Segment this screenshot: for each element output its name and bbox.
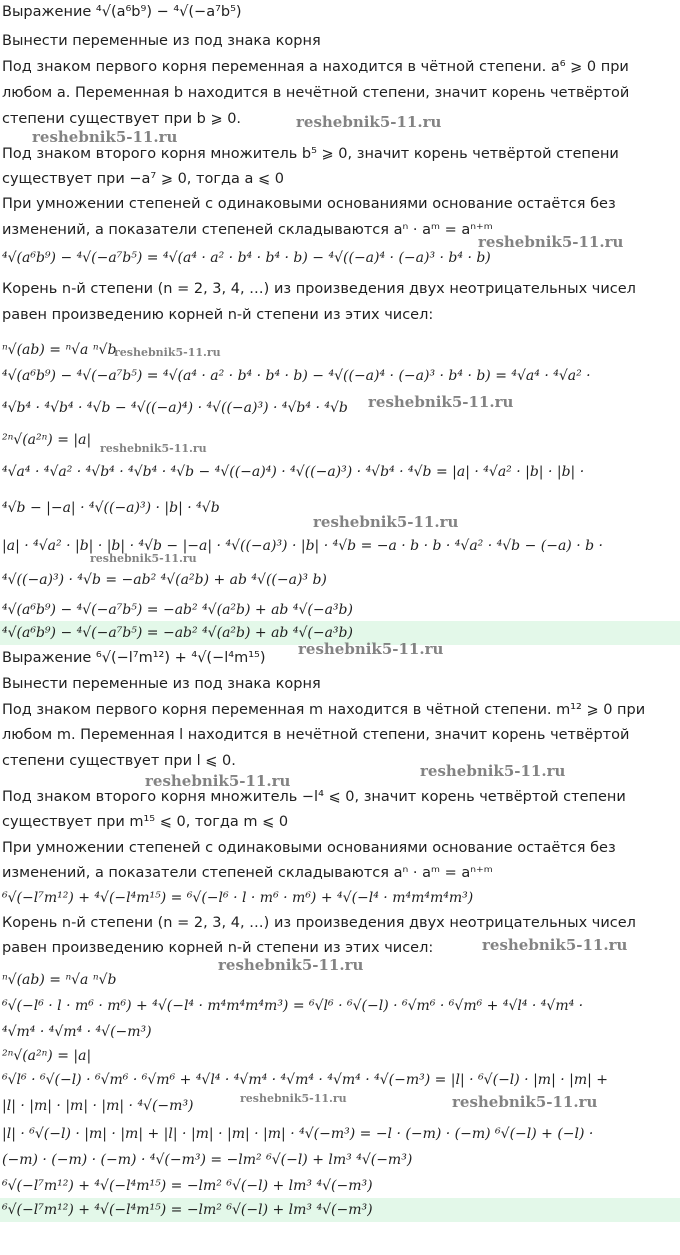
watermark: reshebnik5-11.ru [100,442,207,455]
watermark: reshebnik5-11.ru [218,956,364,974]
text-line: любом m. Переменная l находится в нечётной степени, значит корень четвёртой [2,727,630,743]
watermark: reshebnik5-11.ru [313,513,459,531]
rule-text: При умножении степеней с одинаковыми основаниями основание остаётся без [2,840,616,856]
math-line: ⁿ√(ab) = ⁿ√a ⁿ√b [2,972,117,988]
expression-heading-1: Выражение ⁴√(a⁶b⁹) − ⁴√(−a⁷b⁵) [2,4,242,20]
text-line: существует при −a⁷ ⩾ 0, тогда a ⩽ 0 [2,171,284,187]
math-line: ⁿ√(ab) = ⁿ√a ⁿ√b [2,342,117,358]
math-line: |a| · ⁴√a² · |b| · |b| · ⁴√b − |−a| · ⁴√((−a)³) · |b| · ⁴√b = −a · b · b · ⁴√a² · ⁴√b − (−a) · b · [2,538,603,554]
math-line: ⁶√(−l⁷m¹²) + ⁴√(−l⁴m¹⁵) = ⁶√(−l⁶ · l · m⁶ · m⁶) + ⁴√(−l⁴ · m⁴m⁴m⁴m³) [2,890,474,906]
text-line: любом a. Переменная b находится в нечётной степени, значит корень четвёртой [2,85,630,101]
rule-text: Корень n-й степени (n = 2, 3, 4, …) из произведения двух неотрицательных чисел [2,915,636,931]
math-line: ²ⁿ√(a²ⁿ) = |a| [2,432,92,448]
math-line: ⁴√m⁴ · ⁴√m⁴ · ⁴√(−m³) [2,1024,152,1040]
rule-text: изменений, а показатели степеней складываются aⁿ · aᵐ = aⁿ⁺ᵐ [2,865,493,881]
watermark: reshebnik5-11.ru [32,128,178,146]
math-line: (−m) · (−m) · (−m) · ⁴√(−m³) = −lm² ⁶√(−l) + lm³ ⁴√(−m³) [2,1152,413,1168]
text-line: Под знаком первого корня переменная a находится в чётной степени. a⁶ ⩾ 0 при [2,59,629,75]
math-line: ⁶√(−l⁶ · l · m⁶ · m⁶) + ⁴√(−l⁴ · m⁴m⁴m⁴m³) = ⁶√l⁶ · ⁶√(−l) · ⁶√m⁶ · ⁶√m⁶ + ⁴√l⁴ · ⁴√m⁴ · [2,998,584,1014]
rule-text: При умножении степеней с одинаковыми основаниями основание остаётся без [2,196,616,212]
rule-text: равен произведению корней n-й степени из этих чисел: [2,940,434,956]
watermark: reshebnik5-11.ru [296,113,442,131]
math-line: |l| · |m| · |m| · |m| · ⁴√(−m³) [2,1098,194,1114]
watermark: reshebnik5-11.ru [90,552,197,565]
rule-text: равен произведению корней n-й степени из этих чисел: [2,307,434,323]
watermark: reshebnik5-11.ru [145,772,291,790]
watermark: reshebnik5-11.ru [368,393,514,411]
watermark: reshebnik5-11.ru [420,762,566,780]
watermark: reshebnik5-11.ru [478,233,624,251]
text-line: Под знаком второго корня множитель b⁵ ⩾ 0, значит корень четвёртой степени [2,146,619,162]
text-line: существует при m¹⁵ ⩽ 0, тогда m ⩽ 0 [2,814,289,830]
watermark: reshebnik5-11.ru [114,346,221,359]
watermark: reshebnik5-11.ru [298,640,444,658]
math-line: |l| · ⁶√(−l) · |m| · |m| + |l| · |m| · |m| · |m| · ⁴√(−m³) = −l · (−m) · (−m) ⁶√(−l) + (−l) · [2,1126,594,1142]
rule-text: изменений, а показатели степеней складываются aⁿ · aᵐ = aⁿ⁺ᵐ [2,222,493,238]
text-line: степени существует при l ⩽ 0. [2,753,236,769]
text-line: степени существует при b ⩾ 0. [2,111,242,127]
math-line: ⁴√((−a)³) · ⁴√b = −ab² ⁴√(a²b) + ab ⁴√((−a)³ b) [2,572,327,588]
math-line: ⁴√(a⁶b⁹) − ⁴√(−a⁷b⁵) = −ab² ⁴√(a²b) + ab ⁴√(−a³b) [2,602,353,618]
math-line: ⁴√b − |−a| · ⁴√((−a)³) · |b| · ⁴√b [2,500,220,516]
watermark: reshebnik5-11.ru [452,1093,598,1111]
watermark: reshebnik5-11.ru [482,936,628,954]
watermark: reshebnik5-11.ru [240,1092,347,1105]
instruction-1: Вынести переменные из под знака корня [2,33,321,49]
rule-text: Корень n-й степени (n = 2, 3, 4, …) из произведения двух неотрицательных чисел [2,281,636,297]
math-line: ⁴√(a⁶b⁹) − ⁴√(−a⁷b⁵) = ⁴√(a⁴ · a² · b⁴ · b⁴ · b) − ⁴√((−a)⁴ · (−a)³ · b⁴ · b) [2,250,491,266]
text-line: Под знаком второго корня множитель −l⁴ ⩽ 0, значит корень четвёртой степени [2,789,626,805]
math-line: ⁴√(a⁶b⁹) − ⁴√(−a⁷b⁵) = ⁴√(a⁴ · a² · b⁴ · b⁴ · b) − ⁴√((−a)⁴ · (−a)³ · b⁴ · b) = ⁴√a⁴ · ⁴√a² · [2,368,591,384]
math-line: ⁴√b⁴ · ⁴√b⁴ · ⁴√b − ⁴√((−a)⁴) · ⁴√((−a)³) · ⁴√b⁴ · ⁴√b [2,400,348,416]
text-line: Под знаком первого корня переменная m находится в чётной степени. m¹² ⩾ 0 при [2,702,646,718]
answer-highlight-2: ⁶√(−l⁷m¹²) + ⁴√(−l⁴m¹⁵) = −lm² ⁶√(−l) + lm³ ⁴√(−m³) [0,1198,680,1222]
math-line: ⁶√(−l⁷m¹²) + ⁴√(−l⁴m¹⁵) = −lm² ⁶√(−l) + lm³ ⁴√(−m³) [2,1178,373,1194]
math-line: ⁶√l⁶ · ⁶√(−l) · ⁶√m⁶ · ⁶√m⁶ + ⁴√l⁴ · ⁴√m⁴ · ⁴√m⁴ · ⁴√m⁴ · ⁴√(−m³) = |l| · ⁶√(−l) · |m| · |m| + [2,1072,609,1088]
math-line: ²ⁿ√(a²ⁿ) = |a| [2,1048,92,1064]
instruction-2: Вынести переменные из под знака корня [2,676,321,692]
expression-heading-2: Выражение ⁶√(−l⁷m¹²) + ⁴√(−l⁴m¹⁵) [2,650,266,666]
answer-highlight-1: ⁴√(a⁶b⁹) − ⁴√(−a⁷b⁵) = −ab² ⁴√(a²b) + ab ⁴√(−a³b) [0,621,680,645]
math-line: ⁴√a⁴ · ⁴√a² · ⁴√b⁴ · ⁴√b⁴ · ⁴√b − ⁴√((−a)⁴) · ⁴√((−a)³) · ⁴√b⁴ · ⁴√b = |a| · ⁴√a² · |b| · |b| · [2,464,585,480]
